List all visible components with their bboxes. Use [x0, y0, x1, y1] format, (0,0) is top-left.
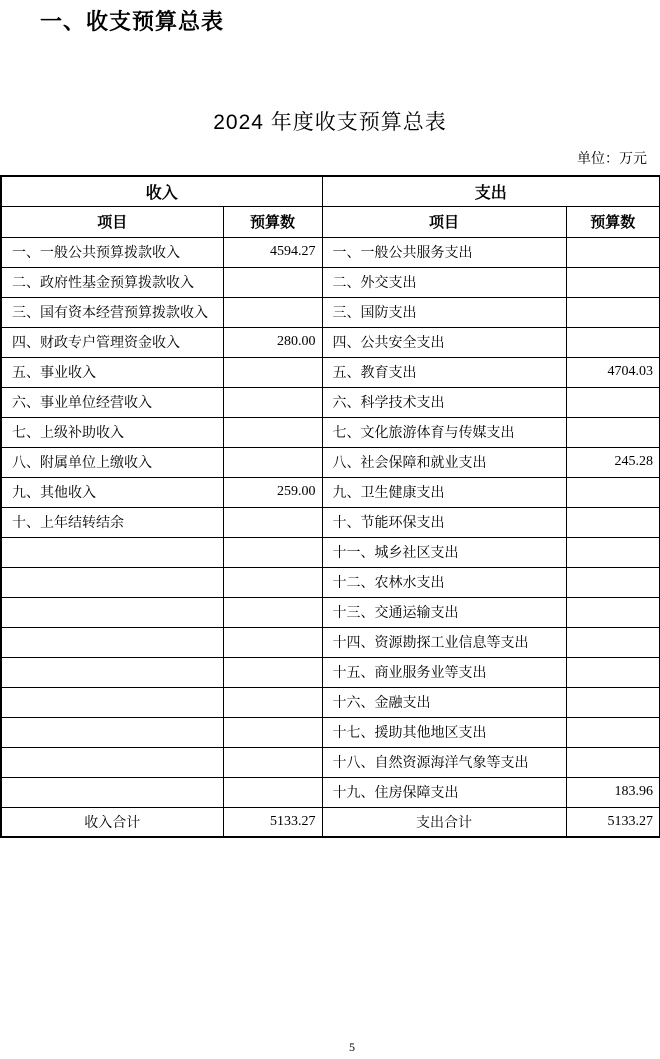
expense-item-cell: 十三、交通运输支出 — [322, 597, 566, 627]
page-title: 一、收支预算总表 — [40, 9, 225, 34]
table-row — [1, 537, 660, 567]
total-row — [1, 807, 660, 837]
expense-item-cell: 一、一般公共服务支出 — [322, 237, 566, 267]
income-amount-cell — [223, 297, 322, 327]
expense-amount-cell — [566, 477, 660, 507]
income-item-cell — [1, 627, 223, 657]
expense-item-cell: 十七、援助其他地区支出 — [322, 717, 566, 747]
expense-item-cell: 十二、农林水支出 — [322, 567, 566, 597]
expense-item-cell: 三、国防支出 — [322, 297, 566, 327]
table-row — [1, 627, 660, 657]
income-budget-column-header: 预算数 — [223, 206, 322, 237]
expense-item-cell: 六、科学技术支出 — [322, 387, 566, 417]
expense-item-cell: 八、社会保障和就业支出 — [322, 447, 566, 477]
income-item-cell — [1, 717, 223, 747]
income-amount-cell — [223, 627, 322, 657]
income-amount-cell: 4594.27 — [223, 237, 322, 267]
column-header-row — [1, 206, 660, 237]
table-title: 2024 年度收支预算总表 — [213, 111, 447, 134]
income-item-column-header: 项目 — [1, 206, 223, 237]
income-amount-cell — [223, 447, 322, 477]
table-row — [1, 597, 660, 627]
income-item-cell: 六、事业单位经营收入 — [1, 387, 223, 417]
table-row — [1, 477, 660, 507]
income-item-cell: 八、附属单位上缴收入 — [1, 447, 223, 477]
budget-summary-table — [0, 175, 660, 838]
income-amount-cell — [223, 417, 322, 447]
table-row — [1, 777, 660, 807]
income-item-cell: 一、一般公共预算拨款收入 — [1, 237, 223, 267]
expense-amount-cell — [566, 237, 660, 267]
income-item-cell — [1, 687, 223, 717]
table-row — [1, 747, 660, 777]
expense-amount-cell — [566, 657, 660, 687]
table-row — [1, 267, 660, 297]
expense-amount-cell — [566, 537, 660, 567]
table-row — [1, 327, 660, 357]
expense-item-column-header: 项目 — [322, 206, 566, 237]
income-amount-cell — [223, 657, 322, 687]
income-amount-cell — [223, 687, 322, 717]
expense-budget-column-header: 预算数 — [566, 206, 660, 237]
income-total-amount: 5133.27 — [223, 807, 322, 837]
expense-amount-cell — [566, 417, 660, 447]
table-row — [1, 417, 660, 447]
income-item-cell: 十、上年结转结余 — [1, 507, 223, 537]
expense-amount-cell — [566, 387, 660, 417]
income-section-header: 收入 — [1, 176, 322, 206]
expense-amount-cell: 183.96 — [566, 777, 660, 807]
expense-amount-cell — [566, 567, 660, 597]
expense-item-cell: 十八、自然资源海洋气象等支出 — [322, 747, 566, 777]
income-amount-cell: 280.00 — [223, 327, 322, 357]
expense-amount-cell — [566, 747, 660, 777]
expense-amount-cell: 245.28 — [566, 447, 660, 477]
income-amount-cell — [223, 567, 322, 597]
expense-amount-cell — [566, 297, 660, 327]
table-row — [1, 237, 660, 267]
income-item-cell: 七、上级补助收入 — [1, 417, 223, 447]
income-item-cell — [1, 777, 223, 807]
expense-amount-cell — [566, 597, 660, 627]
unit-label: 单位：万元 — [577, 150, 647, 166]
income-item-cell — [1, 537, 223, 567]
income-item-cell: 九、其他收入 — [1, 477, 223, 507]
table-row — [1, 387, 660, 417]
income-amount-cell — [223, 387, 322, 417]
expense-item-cell: 十六、金融支出 — [322, 687, 566, 717]
expense-item-cell: 十五、商业服务业等支出 — [322, 657, 566, 687]
table-row — [1, 717, 660, 747]
income-item-cell: 四、财政专户管理资金收入 — [1, 327, 223, 357]
income-amount-cell: 259.00 — [223, 477, 322, 507]
table-row — [1, 567, 660, 597]
expense-amount-cell — [566, 627, 660, 657]
expense-amount-cell — [566, 687, 660, 717]
expense-amount-cell: 4704.03 — [566, 357, 660, 387]
expense-item-cell: 九、卫生健康支出 — [322, 477, 566, 507]
income-item-cell — [1, 657, 223, 687]
income-amount-cell — [223, 717, 322, 747]
income-item-cell — [1, 567, 223, 597]
expense-amount-cell — [566, 507, 660, 537]
income-item-cell: 三、国有资本经营预算拨款收入 — [1, 297, 223, 327]
expense-item-cell: 十九、住房保障支出 — [322, 777, 566, 807]
expense-item-cell: 五、教育支出 — [322, 357, 566, 387]
income-amount-cell — [223, 357, 322, 387]
income-amount-cell — [223, 267, 322, 297]
income-item-cell: 五、事业收入 — [1, 357, 223, 387]
income-item-cell — [1, 747, 223, 777]
page-number: 5 — [349, 1040, 355, 1054]
expense-total-label: 支出合计 — [322, 807, 566, 837]
income-amount-cell — [223, 537, 322, 567]
expense-amount-cell — [566, 267, 660, 297]
expense-item-cell: 十、节能环保支出 — [322, 507, 566, 537]
table-row — [1, 357, 660, 387]
table-row — [1, 297, 660, 327]
income-amount-cell — [223, 777, 322, 807]
table-row — [1, 447, 660, 477]
income-amount-cell — [223, 507, 322, 537]
expense-item-cell: 二、外交支出 — [322, 267, 566, 297]
income-total-label: 收入合计 — [1, 807, 223, 837]
expense-amount-cell — [566, 717, 660, 747]
expense-section-header: 支出 — [322, 176, 660, 206]
income-amount-cell — [223, 597, 322, 627]
expense-item-cell: 七、文化旅游体育与传媒支出 — [322, 417, 566, 447]
expense-total-amount: 5133.27 — [566, 807, 660, 837]
income-item-cell: 二、政府性基金预算拨款收入 — [1, 267, 223, 297]
table-row — [1, 657, 660, 687]
expense-item-cell: 十一、城乡社区支出 — [322, 537, 566, 567]
table-row — [1, 507, 660, 537]
expense-amount-cell — [566, 327, 660, 357]
section-header-row — [1, 176, 660, 206]
expense-item-cell: 四、公共安全支出 — [322, 327, 566, 357]
table-row — [1, 687, 660, 717]
expense-item-cell: 十四、资源勘探工业信息等支出 — [322, 627, 566, 657]
income-item-cell — [1, 597, 223, 627]
income-amount-cell — [223, 747, 322, 777]
